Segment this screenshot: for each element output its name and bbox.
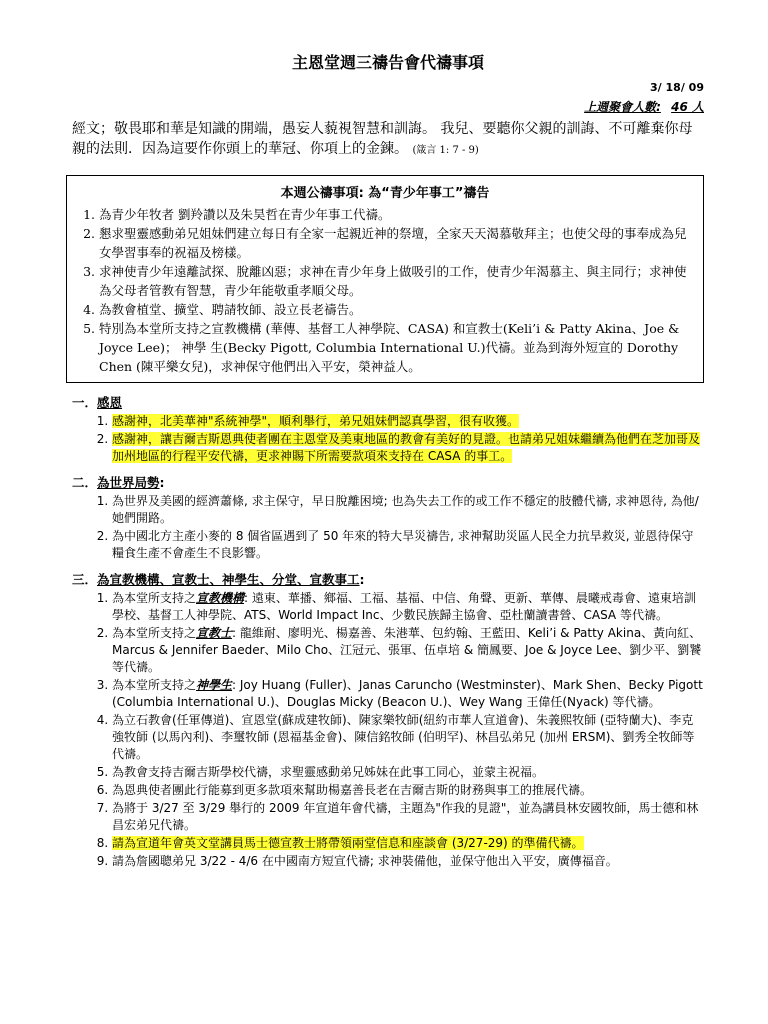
section-number: 三． (72, 572, 98, 587)
section-list (72, 590, 704, 870)
list-item: 9. 請為詹國聰弟兄 3/22 - 4/6 在中國南方短宣代禱; 求神裝備他，並保守他出入平安，廣傳福音。 (112, 853, 704, 870)
section-number: 二． (72, 475, 98, 490)
list-item: 2. 懇求聖靈感動弟兄姐妹們建立每日有全家一起親近神的祭壇，全家天天渴慕敬拜主；也使父母的事奉成為兒女學習事奉的祝福及榜樣。 (99, 224, 695, 262)
section-title (72, 393, 704, 411)
list-item: 4. 為教會植堂、擴堂、聘請牧師、設立長老禱告。 (99, 300, 695, 319)
list-item: 5. 為教會支持吉爾吉斯學校代禱，求聖靈感動弟兄姊妹在此事工同心，並蒙主祝福。 (112, 764, 704, 781)
section-list (72, 413, 704, 465)
section-title: 二．為世界局勢: (72, 475, 165, 490)
keyword: 宣教機構 (196, 591, 245, 605)
list-item: 1. 為本堂所支持之宣教機構: 遠東、華播、鄉福、工福、基福、中信、角聲、更新、華傳、晨曦戒毒會、遠東培訓學校、基督工人神學院、ATS、World Impact Inc、少數民族歸主協會、亞杜蘭讀書營、CASA 等代禱。 (112, 590, 704, 624)
list-item: 3. 為本堂所支持之神學生: Joy Huang (Fuller)、Janas Caruncho (Westminster)、Mark Shen、Becky Pigott (Columbia International U.)、Douglas Micky (Beacon U.)、Wey Wang 王偉任(Nyack) 等代禱。 (112, 677, 704, 711)
scripture-ref: (箴言 1: 7 - 9) (412, 145, 479, 156)
list-item: 1. 為世界及美國的經濟蕭條, 求主保守，早日脫離困境; 也為失去工作的或工作不穩定的肢體代禱, 求神恩待, 為他/她們開路。 (112, 493, 704, 527)
attendance-value: 46 人 (671, 100, 704, 114)
list-item: 7. 為將于 3/27 至 3/29 舉行的 2009 年宣道年會代禱，主題為"作我的見證"，並為講員林安國牧師，馬士德和林昌宏弟兄代禱。 (112, 800, 704, 834)
highlighted-text: 請為宣道年會英文堂講員馬士德宣教士將帶領兩堂信息和座談會 (3/27-29) 的準備代禱。 (112, 836, 584, 850)
section-missions (72, 570, 704, 870)
weekly-prayer-box (66, 175, 704, 383)
scripture (72, 119, 704, 161)
list-item: 1. 為青少年牧者 劉羚讚以及朱昊哲在青少年事工代禱。 (99, 205, 695, 224)
section-list (72, 493, 704, 562)
list-item (112, 431, 704, 465)
page-title: 主恩堂週三禱告會代禱事項 (291, 53, 484, 72)
attendance (72, 98, 704, 115)
list-item (112, 835, 704, 852)
list-item: 5. 特別為本堂所支持之宣教機構 (華傳、基督工人神學院、CASA) 和宣教士(Keli’i & Patty Akina、Joe & Joyce Lee)； 神學 生(Becky Pigott, Columbia International U.)代禱。並為到海外短宣的 Dorothy Chen (陳平樂女兒)，求神保守他們出入平安，榮神益人。 (99, 319, 695, 376)
section-title-text: 為世界局勢 (97, 475, 160, 490)
keyword: 神學生 (196, 678, 233, 692)
highlighted-text: 感謝神，北美華神"系統神學"，順利舉行，弟兄姐妹們認真學習，很有收獲。 (112, 414, 520, 428)
section-title-text: 感恩 (97, 395, 123, 410)
section-number: 一． (72, 395, 98, 410)
list-item: 3. 求神使青少年遠離試探、脫離凶惡；求神在青少年身上做吸引的工作，使青少年渴慕主、與主同行；求神使為父母者管教有智慧，青少年能敬重孝順父母。 (99, 262, 695, 300)
box-list (75, 205, 695, 376)
highlighted-text: 感謝神，讓吉爾吉斯恩典使者團在主恩堂及美東地區的教會有美好的見證。也請弟兄姐妹繼續為他們在芝加哥及加州地區的行程平安代禱，更求神賜下所需要款項來支持在 CASA 的事工。 (112, 432, 701, 463)
section-world (72, 473, 704, 562)
scripture-text: 經文；敬畏耶和華是知識的開端，愚妄人藐視智慧和訓誨。 我兒、要聽你父親的訓誨、不可離棄你母親的法則．因為這要作你頭上的華冠、你項上的金鍊。 (72, 121, 693, 157)
box-title: 本週公禱事項: 為“青少年事工”禱告 (280, 186, 490, 201)
list-item: 4. 為立石教會(任軍傳道)、宣恩堂(蘇成建牧師)、陳家樂牧師(紐約市華人宣道會)、朱義熙牧師 (亞特蘭大)、李克強牧師 (以馬內利)、李璽牧師 (恩福基金會)、陳信銘牧師 (伯明罕)、林昌弘弟兄 (加州 ERSM)、劉秀全牧師等代禱。 (112, 712, 704, 763)
section-title: 三．為宣教機構、宣教士、神學生、分堂、宣教事工: (72, 572, 365, 587)
list-item: 6. 為恩典使者團此行能募到更多款項來幫助楊嘉善長老在吉爾吉斯的財務與事工的推展代禱。 (112, 782, 704, 799)
list-item: 2. 為本堂所支持之宣教士: 龍維耐、廖明光、楊嘉善、朱港華、包約翰、王藍田、Keli’i & Patty Akina、黃向紅、Marcus & Jennifer Baeder、Milo Cho、江冠元、張軍、伍卓培 & 簡鳳要、Joe & Joyce Lee、劉少平、劉饕等代禱。 (112, 625, 704, 676)
date: 3/ 18/ 09 (650, 81, 704, 94)
section-title-text: 為宣教機構、宣教士、神學生、分堂、宣教事工 (97, 572, 360, 587)
list-item: 2. 為中國北方主產小麥的 8 個省區遇到了 50 年來的特大旱災禱告, 求神幫助災區人民全力抗旱救災, 並恩待保守糧食生產不會產生不良影響。 (112, 528, 704, 562)
list-item (112, 413, 704, 430)
section-thanksgiving (72, 393, 704, 465)
attendance-label: 上週聚會人數: (584, 100, 661, 114)
keyword: 宣教士 (196, 626, 233, 640)
